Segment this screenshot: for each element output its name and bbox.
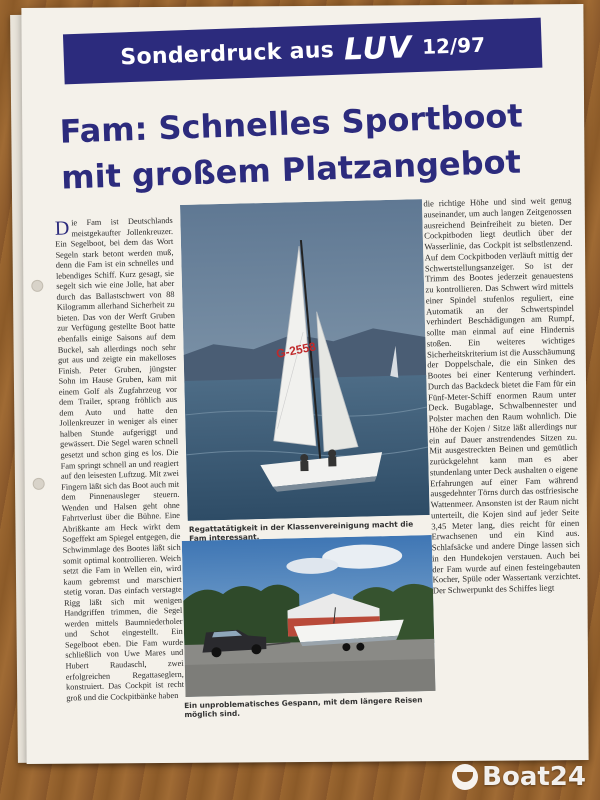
article-column-3 — [423, 195, 581, 596]
punch-hole-top — [31, 280, 43, 292]
car-trailer-image — [182, 535, 436, 697]
boat24-watermark — [452, 762, 586, 792]
luv-logo: LUV — [343, 29, 413, 68]
trailer-photo — [182, 535, 436, 697]
headline-line-2: mit großem Platzangebot — [60, 142, 522, 197]
issue-number: 12/97 — [421, 32, 486, 59]
photo-caption-2: Ein unproblematisches Gespann, mit dem längere Reisen möglich sind. — [184, 695, 423, 720]
reprint-banner — [63, 18, 542, 85]
sailboat-image — [180, 199, 430, 521]
headline-line-1: Fam: Schnelles Sportboot — [59, 96, 524, 151]
drop-cap: D — [54, 217, 70, 240]
photo-caption-1: Regattatätigkeit in der Klassenvereinigung macht die Fam interessant. — [188, 519, 414, 543]
article-headline — [59, 91, 562, 200]
magazine-page — [21, 4, 588, 764]
column-1-text: ie Fam ist Deutschlands meistgekaufter Jollenkreuzer. Ein Segelboot, bei dem das Wort Segeln stark betont werden muß, denn die Fam ist ein schnelles und lebendiges Schiff. Kurz gesagt, sie segelt sich wie eine Jolle, hat aber durch das Ballastschwert von 88 Kilogramm allerhand Sicherheit zu bieten. Das von der Werft Gruben zur Verfügung gestellte Boot hatte ebenfalls einige Saisons auf dem Buckel, sah allerdings noch sehr gut aus und zeigte ein makelloses Finish. Peter Gruben, jüngster Sohn im Hause Gruben, kam mit einem Golf als Zugfahrzeug vor dem Trailer, sprang fröhlich aus dem Auto und hatte den Jollenkreuzer in weniger als einer halben Stunde aufgeriggt und gewässert. Die Segel waren schnell gesetzt und schon ging es los. Die Fam springt schnell an und reagiert auf den leisesten Luftzug. Mit zwei Fingern läßt sich das Boot auch mit dem Pinnenausleger steuern. Wenden und Halsen geht ohne Fahrtverlust über die Bühne. Eine Abrißkante am Heck wirkt dem Sogeffekt am Spiegel entgegen, die Schwimmlage des Bootes läßt sich somit optimal kontrollieren. Weich setzt die Fam in Wellen ein, wird kaum gebremst und marschiert stetig voran. Das einfach verstagte Rigg läßt sich mit wenigen Handgriffen trimmen, die Segel werden mittels Baumniederholer und Schot eingestellt. Ein Segelboot eben. Die Fam wurde schließlich von Uwe Mares und Hubert Raudaschl, zwei erfolgreichen Regattaseglern, konstruiert. Das Cockpit ist recht groß und die Cockpitbänke haben — [55, 215, 185, 703]
column-3-text: die richtige Höhe und sind weit genug auseinander, um auch langen Zeitgenossen ausreichend Beinfreiheit zu bieten. Der Cockpitboden liegt deutlich über der Wasserlinie, das Cockpit ist selbstlenzend. Auf dem Cockpitboden verläuft mittig der Schwertstellungsanzeiger. So ist der Trimm des Bootes jederzeit genauestens zu kontrollieren. Das Schwert wird mittels einer Spindel stufenlos reguliert, eine Automatik an der Schwertspindel verhindert Beschädigungen am Rumpf, sollte man einmal auf eine Hindernis stoßen. Ein weiteres wichtiges Sicherheitskriterium ist die Ausschäumung der Doppelschale, die ein Sinken des Bootes bei einer Kenterung verhindert. Durch das Backdeck bietet die Fam für ein Fünf-Meter-Schiff enormen Raum unter Deck. Bugablage, Schwalbennester und Polster machen den Raum wohnlich. Die Höhe der Kojen / Sitze läßt allerdings nur ein auf Dauer anstrendendes Sitzen zu. Mit ausgestreckten Beinen und gemütlich zurückgelehnt kann man es aber stundenlang unter Deck aushalten o eigene Erfahrungen auf einer Fam während ausgedehnter Törns durch das ostfriesische Wattenmeer. Ansonsten ist der Raum nicht unterteilt, die Kojen sind auf jeder Seite 3,45 Meter lang, dies reicht für einen Erwachsenen und ein Kind aus. Schlafsäcke und andere Dinge lassen sich in den Hundekojen verstauen. Auch bei der Fam wurde auf einen festeingebauten Kocher, Spüle oder Wassertank verzichtet. Der Schwerpunkt des Schiffes liegt — [423, 194, 581, 596]
punch-hole-bottom — [33, 478, 45, 490]
sailing-photo — [180, 199, 430, 521]
watermark-text: Boat24 — [482, 762, 586, 792]
boat24-logo-icon — [452, 764, 478, 790]
article-column-1 — [55, 216, 185, 704]
banner-text: Sonderdruck aus — [119, 37, 335, 70]
sail-number: G-2558 — [274, 339, 317, 361]
